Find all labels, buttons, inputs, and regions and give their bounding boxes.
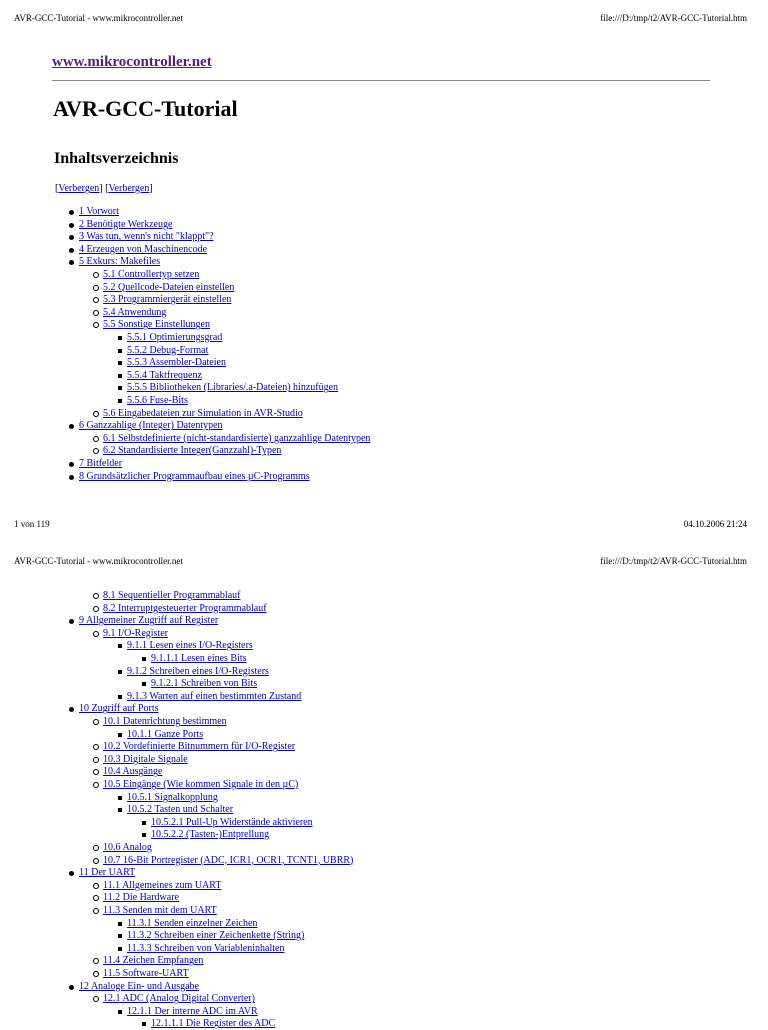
bullet-icon bbox=[93, 958, 99, 964]
toc-item bbox=[103, 433, 370, 445]
toc-item bbox=[103, 955, 203, 967]
bullet-icon bbox=[118, 644, 122, 648]
toc-item bbox=[151, 829, 269, 841]
divider bbox=[52, 80, 710, 81]
toc-item bbox=[151, 1018, 275, 1030]
header-title: AVR-GCC-Tutorial - www.mikrocontroller.net bbox=[14, 13, 183, 23]
toc-link[interactable]: 10.4 Ausgänge bbox=[103, 766, 163, 778]
toc-item bbox=[103, 905, 217, 917]
header-url: file:///D:/tmp/t2/AVR-GCC-Tutorial.htm bbox=[600, 13, 747, 23]
toc-link[interactable]: 5.5.4 Taktfrequenz bbox=[127, 369, 202, 381]
toc-item bbox=[103, 993, 255, 1005]
toc-link[interactable]: 10.7 16-Bit Portregister (ADC, ICR1, OCR1, TCNT1, UBRR) bbox=[103, 854, 354, 866]
toc-link[interactable]: 5.6 Eingabedateien zur Simulation in AVR-Studio bbox=[103, 407, 303, 419]
toc-item bbox=[79, 471, 310, 483]
toc-link[interactable]: 5.2 Quellcode-Dateien einstellen bbox=[103, 281, 235, 293]
toc-link[interactable]: 11.4 Zeichen Empfangen bbox=[103, 955, 204, 967]
bullet-icon bbox=[69, 462, 74, 467]
bullet-icon bbox=[118, 695, 122, 699]
bullet-icon bbox=[93, 606, 99, 612]
bullet-icon bbox=[118, 336, 122, 340]
toc-link[interactable]: 10.2 Vordefinierte Bitnummern für I/O-Register bbox=[103, 741, 296, 753]
bullet-icon bbox=[93, 883, 99, 889]
toc-link[interactable]: 5.5.5 Bibliotheken (Libraries/.a-Dateien) hinzufügen bbox=[127, 382, 339, 394]
bullet-icon bbox=[69, 223, 74, 228]
bullet-icon bbox=[93, 908, 99, 914]
toc-link[interactable]: 5.5.2 Debug-Format bbox=[127, 344, 209, 356]
bullet-icon bbox=[93, 411, 99, 417]
bullet-icon bbox=[93, 593, 99, 599]
toc-item bbox=[127, 640, 253, 652]
toc-link[interactable]: 5.5.1 Optimierungsgrad bbox=[127, 332, 223, 343]
toc-link[interactable]: 3 Was tun, wenn's nicht "klappt"? bbox=[79, 231, 214, 243]
bullet-icon bbox=[69, 424, 74, 429]
toc-heading: Inhaltsverzeichnis bbox=[54, 150, 179, 167]
bullet-icon bbox=[118, 361, 122, 365]
page-number: 1 von 119 bbox=[14, 519, 50, 529]
bullet-icon bbox=[93, 971, 99, 977]
toc-item bbox=[127, 395, 188, 407]
bullet-icon bbox=[142, 833, 146, 837]
toc-item bbox=[79, 231, 214, 243]
toc-link[interactable]: 5.3 Programmiergerät einstellen bbox=[103, 294, 232, 306]
toc-link[interactable]: 2 Benötigte Werkzeuge bbox=[79, 218, 173, 230]
toc-item bbox=[127, 666, 269, 678]
toc-link[interactable]: 10.5.2 Tasten und Schalter bbox=[127, 804, 234, 816]
toc-link[interactable]: 10.1.1 Ganze Ports bbox=[127, 728, 204, 740]
page-header bbox=[14, 13, 747, 23]
toc-item bbox=[103, 408, 303, 420]
toc-link[interactable]: 9.1.1.1 Lesen eines Bits bbox=[151, 653, 247, 664]
bullet-icon bbox=[93, 310, 99, 316]
bullet-icon bbox=[93, 322, 99, 328]
bullet-icon bbox=[118, 349, 122, 353]
toc-link[interactable]: 9.1.3 Warten auf einen bestimmten Zustand bbox=[127, 690, 302, 702]
bullet-icon bbox=[118, 947, 122, 951]
bullet-icon bbox=[142, 1022, 146, 1026]
toc-link[interactable]: 11.3 Senden mit dem UART bbox=[103, 905, 217, 916]
toc-link[interactable]: 9.1.2 Schreiben eines I/O-Registers bbox=[127, 665, 269, 677]
bullet-icon bbox=[118, 934, 122, 938]
bullet-icon bbox=[93, 297, 99, 303]
bullet-icon bbox=[93, 285, 99, 291]
bullet-icon bbox=[69, 707, 74, 712]
toc-item bbox=[127, 382, 338, 394]
toc-item bbox=[103, 445, 281, 457]
toc-item bbox=[79, 458, 122, 470]
bullet-icon bbox=[93, 845, 99, 851]
bullet-icon bbox=[93, 448, 99, 454]
toc-link[interactable]: 11.3.1 Senden einzelner Zeichen bbox=[127, 917, 258, 929]
toc-item bbox=[127, 918, 257, 930]
toc-item bbox=[127, 943, 284, 955]
toc-link[interactable]: 12.1.1 Der interne ADC im AVR bbox=[127, 1005, 258, 1017]
bullet-icon bbox=[93, 757, 99, 763]
header-url: file:///D:/tmp/t2/AVR-GCC-Tutorial.htm bbox=[600, 556, 747, 566]
toc-item bbox=[103, 842, 152, 854]
bullet-icon bbox=[93, 782, 99, 788]
bullet-icon bbox=[69, 248, 74, 253]
toc-link[interactable]: 8.2 Interruptgesteuerter Programmablauf bbox=[103, 602, 267, 614]
bullet-icon bbox=[93, 272, 99, 278]
toc-item bbox=[79, 703, 159, 715]
bullet-icon bbox=[69, 619, 74, 624]
toc-link[interactable]: 5.5.3 Assembler-Dateien bbox=[127, 357, 226, 369]
toc-item bbox=[103, 880, 221, 892]
bullet-icon bbox=[93, 996, 99, 1002]
toc-link[interactable]: 8.1 Sequentieller Programmablauf bbox=[103, 590, 241, 601]
toc-item bbox=[103, 716, 227, 728]
bullet-icon bbox=[118, 796, 122, 800]
bullet-icon bbox=[142, 821, 146, 825]
toc-link[interactable]: 10.6 Analog bbox=[103, 842, 152, 853]
site-link[interactable]: www.mikrocontroller.net bbox=[52, 54, 212, 70]
toc-link[interactable]: 8 Grundsätzlicher Programmaufbau eines µC-Programms bbox=[79, 470, 310, 482]
bullet-icon bbox=[93, 719, 99, 725]
toc-item bbox=[103, 294, 231, 306]
bullet-icon bbox=[118, 922, 122, 926]
toc-link[interactable]: 12 Analoge Ein- und Ausgabe bbox=[79, 980, 199, 992]
toc-link[interactable]: 6.2 Standardisierte Integer(Ganzzahl)-Typen bbox=[103, 445, 282, 457]
bullet-icon bbox=[69, 260, 74, 265]
toc-link[interactable]: 11.3.2 Schreiben einer Zeichenkette (String) bbox=[127, 930, 305, 942]
toc-toggle: [Verbergen] [Verbergen] bbox=[55, 183, 153, 194]
toc-item bbox=[151, 653, 247, 665]
toc-link[interactable]: 9.1 I/O-Register bbox=[103, 627, 168, 639]
toc-link[interactable]: 5.5.6 Fuse-Bits bbox=[127, 395, 188, 406]
toc-link[interactable]: 1 Vorwort bbox=[79, 206, 119, 217]
toc-link[interactable]: 6.1 Selbstdefinierte (nicht-standardisierte) ganzzahlige Datentypen bbox=[103, 432, 371, 444]
toc-item bbox=[79, 244, 207, 256]
toc-item bbox=[103, 968, 189, 980]
toc-item bbox=[127, 792, 218, 804]
toc-link[interactable]: 10.1 Datenrichtung bestimmen bbox=[103, 716, 227, 727]
toc-item bbox=[103, 741, 295, 753]
bullet-icon bbox=[118, 374, 122, 378]
toc-link[interactable]: 9.1.1 Lesen eines I/O-Registers bbox=[127, 640, 253, 652]
toc-link[interactable]: 11 Der UART bbox=[79, 867, 136, 879]
toc-item bbox=[127, 1006, 258, 1018]
header-title: AVR-GCC-Tutorial - www.mikrocontroller.net bbox=[14, 556, 183, 566]
bullet-icon bbox=[142, 657, 146, 661]
toc-item bbox=[79, 981, 199, 993]
bullet-icon bbox=[118, 670, 122, 674]
toc-item bbox=[103, 307, 166, 319]
hide-toc-link[interactable]: Verbergen bbox=[108, 183, 150, 194]
bullet-icon bbox=[142, 682, 146, 686]
toc-link[interactable]: 7 Bitfelder bbox=[79, 458, 123, 469]
page-title: AVR-GCC-Tutorial bbox=[53, 96, 238, 121]
bullet-icon bbox=[118, 733, 122, 737]
toc-link[interactable]: 10.5.2.1 Pull-Up Widerstände aktivieren bbox=[151, 816, 313, 828]
toc-link[interactable]: 10.5.2.2 (Tasten-)Entprellung bbox=[151, 829, 270, 841]
toc-link[interactable]: 5.5 Sonstige Einstellungen bbox=[103, 319, 210, 331]
bullet-icon bbox=[69, 235, 74, 240]
toc-item bbox=[151, 817, 313, 829]
toc-item bbox=[103, 603, 267, 615]
toc-item bbox=[103, 855, 353, 867]
toc-item bbox=[79, 256, 160, 268]
toc-item bbox=[103, 628, 168, 640]
toc-item bbox=[127, 332, 222, 344]
toc-item bbox=[127, 804, 233, 816]
toc-link[interactable]: 10.5 Eingänge (Wie kommen Signale in den µC) bbox=[103, 779, 299, 790]
toc-item bbox=[79, 420, 223, 432]
toc-link[interactable]: 5.4 Anwendung bbox=[103, 306, 167, 318]
toc-link[interactable]: 11.5 Software-UART bbox=[103, 968, 189, 979]
toc-item bbox=[79, 615, 218, 627]
toc-item bbox=[79, 219, 172, 231]
toc-item bbox=[103, 282, 234, 294]
toc-item bbox=[79, 206, 119, 218]
toc-item bbox=[127, 345, 208, 357]
print-timestamp: 04.10.2006 21:24 bbox=[683, 519, 747, 529]
toc-item bbox=[127, 370, 202, 382]
page-header bbox=[14, 556, 747, 566]
bullet-icon bbox=[93, 895, 99, 901]
toc-item bbox=[103, 892, 179, 904]
toc-link[interactable]: 6 Ganzzahlige (Integer) Datentypen bbox=[79, 420, 223, 432]
toc-item bbox=[79, 867, 135, 879]
bullet-icon bbox=[93, 858, 99, 864]
toc-link[interactable]: 10.3 Digitale Signale bbox=[103, 753, 188, 765]
toc-link[interactable]: 5 Exkurs: Makefiles bbox=[79, 256, 161, 268]
toc-link[interactable]: 4 Erzeugen von Maschinencode bbox=[79, 243, 208, 255]
toc-link[interactable]: 9.1.2.1 Schreiben von Bits bbox=[151, 678, 258, 690]
hide-toc-link[interactable]: Verbergen bbox=[58, 183, 100, 194]
toc-item bbox=[151, 678, 257, 690]
toc-item bbox=[103, 754, 188, 766]
bullet-icon bbox=[69, 985, 74, 990]
toc-item bbox=[127, 691, 301, 703]
toc-item bbox=[103, 319, 210, 331]
toc-item bbox=[103, 766, 162, 778]
toc-item bbox=[127, 729, 203, 741]
toc-item bbox=[103, 269, 199, 281]
toc-link[interactable]: 11.1 Allgemeines zum UART bbox=[103, 879, 222, 891]
bullet-icon bbox=[118, 808, 122, 812]
toc-link[interactable]: 5.1 Controllertyp setzen bbox=[103, 269, 200, 280]
toc-link[interactable]: 10 Zugriff auf Ports bbox=[79, 703, 159, 715]
bullet-icon bbox=[69, 210, 74, 215]
toc-link[interactable]: 12.1 ADC (Analog Digital Converter) bbox=[103, 993, 255, 1005]
toc-link[interactable]: 12.1.1.1 Die Register des ADC bbox=[151, 1018, 276, 1030]
toc-item bbox=[103, 590, 240, 602]
bullet-icon bbox=[69, 475, 74, 480]
bullet-icon bbox=[118, 1010, 122, 1014]
toc-item bbox=[127, 357, 226, 369]
toc-link[interactable]: 11.2 Die Hardware bbox=[103, 892, 179, 904]
bullet-icon bbox=[93, 769, 99, 775]
bullet-icon bbox=[93, 631, 99, 637]
page-footer bbox=[14, 519, 747, 529]
toc-item bbox=[127, 930, 304, 942]
toc-link[interactable]: 10.5.1 Signalkopplung bbox=[127, 791, 218, 803]
toc-item bbox=[103, 779, 298, 791]
bullet-icon bbox=[118, 399, 122, 403]
toc-link[interactable]: 9 Allgemeiner Zugriff auf Register bbox=[79, 615, 219, 627]
bullet-icon bbox=[69, 871, 74, 876]
toc-link[interactable]: 11.3.3 Schreiben von Variableninhalten bbox=[127, 942, 285, 954]
bullet-icon bbox=[118, 386, 122, 390]
bullet-icon bbox=[93, 744, 99, 750]
bullet-icon bbox=[93, 436, 99, 442]
